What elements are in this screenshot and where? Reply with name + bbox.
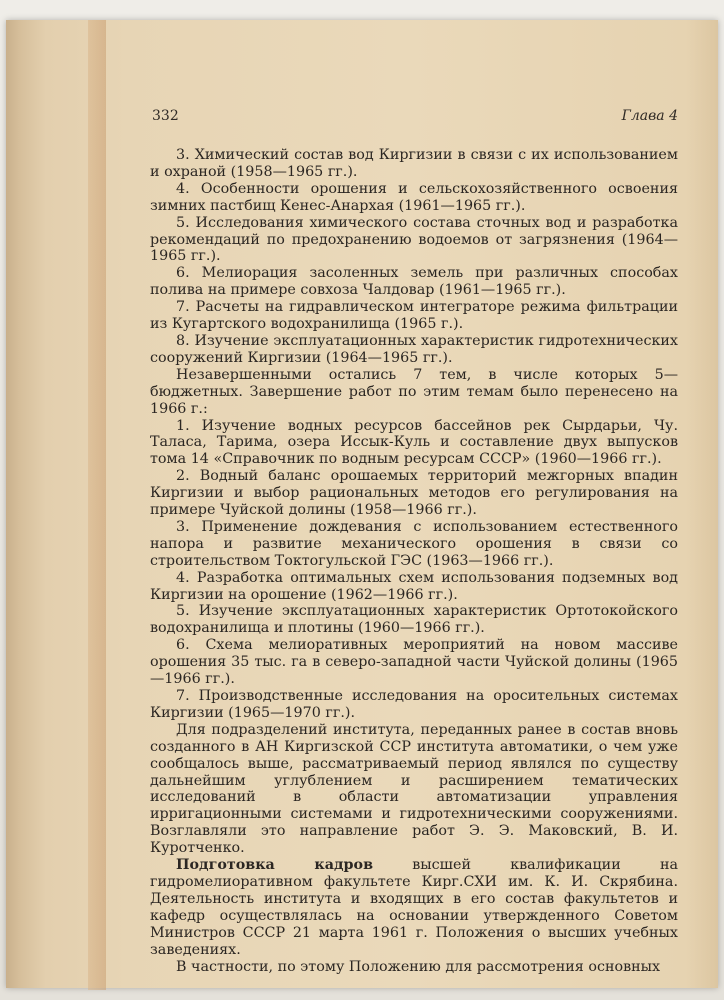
- paragraph: 1. Изучение водных ресурсов бассейнов рек Сырдарьи, Чу. Таласа, Тарима, озера Иссык-Куль и составление двух выпусков тома 14 «Справочник по водным ресурсам СССР» (1960—1966 гг.).: [150, 417, 678, 468]
- page-number: 332: [152, 108, 179, 124]
- paragraph: 3. Применение дождевания с использованием естественного напора и развитие механического орошения в связи со строительством Токтогульской ГЭС (1963—1966 гг.).: [150, 518, 678, 569]
- paragraph: 3. Химический состав вод Киргизии в связи с их использованием и охраной (1958—1965 гг.).: [150, 147, 678, 180]
- paragraph: 7. Расчеты на гидравлическом интеграторе режима фильтрации из Кугартского водохранилища (1965 г.).: [150, 299, 678, 333]
- chapter-label: Глава 4: [621, 108, 678, 124]
- paragraph: 6. Мелиорация засоленных земель при различных способах полива на примере совхоза Чалдовар (1961—1965 гг.).: [150, 265, 678, 299]
- page-header: [152, 108, 682, 130]
- paragraph: 7. Производственные исследования на оросительных системах Киргизии (1965—1970 гг.).: [150, 688, 678, 721]
- section-lead: Подготовка кадров: [176, 857, 374, 874]
- paragraph: 4. Разработка оптимальных схем использования подземных вод Киргизии на орошение (1962—1966 гг.).: [150, 569, 678, 603]
- staff-paragraph: [150, 857, 678, 958]
- paragraph: В частности, по этому Положению для рассмотрения основных: [176, 958, 661, 975]
- page-fold-shadow: [88, 20, 106, 990]
- paragraph: 6. Схема мелиоративных мероприятий на новом массиве орошения 35 тыс. га в северо-западной части Чуйской долины (1965—1966 гг.).: [150, 637, 678, 688]
- paragraph: Незавершенными остались 7 тем, в числе которых 5— бюджетных. Завершение работ по этим темам было перенесено на 1966 г.:: [150, 366, 678, 417]
- paragraph: 8. Изучение эксплуатационных характеристик гидротехнических сооружений Киргизии (1964—1965 гг.).: [150, 332, 678, 366]
- paragraph: 5. Исследования химического состава сточных вод и разработка рекомендаций по предохранению водоемов от загрязнения (1964—1965 гг.).: [150, 214, 678, 265]
- paragraph: Для подразделений института, переданных ранее в состав вновь созданного в АН Киргизской ССР института автоматики, о чем уже сообщалось выше, рассматриваемый период являлся по существу дальнейшим углублением и расширением тематических исследований в области автоматизации управления ирригационными системами и гидротехническими сооружениями. Возглавляли это направление работ Э. Э. Маковский, В. И. Куротченко.: [150, 721, 678, 857]
- paragraph: 5. Изучение эксплуатационных характеристик Ортотокойского водохранилища и плотины (1960—1966 гг.).: [150, 603, 678, 637]
- section-text: высшей квалификации на гидромелиоративном факультете Кирг.СХИ им. К. И. Скрябина. Деятельность института и входящих в его состав факультетов и кафедр осуществлялась на основании утвержденного Советом Министров СССР 21 марта 1961 г. Положения о высших учебных заведениях.: [150, 857, 679, 958]
- body-text: [150, 147, 678, 975]
- paragraph: 4. Особенности орошения и сельскохозяйственного освоения зимних пастбищ Кенес-Анархая (1961—1965 гг.).: [150, 180, 678, 214]
- paragraph: 2. Водный баланс орошаемых территорий межгорных впадин Киргизии и выбор рациональных методов его регулирования на примере Чуйской долины (1958—1966 гг.).: [150, 468, 678, 519]
